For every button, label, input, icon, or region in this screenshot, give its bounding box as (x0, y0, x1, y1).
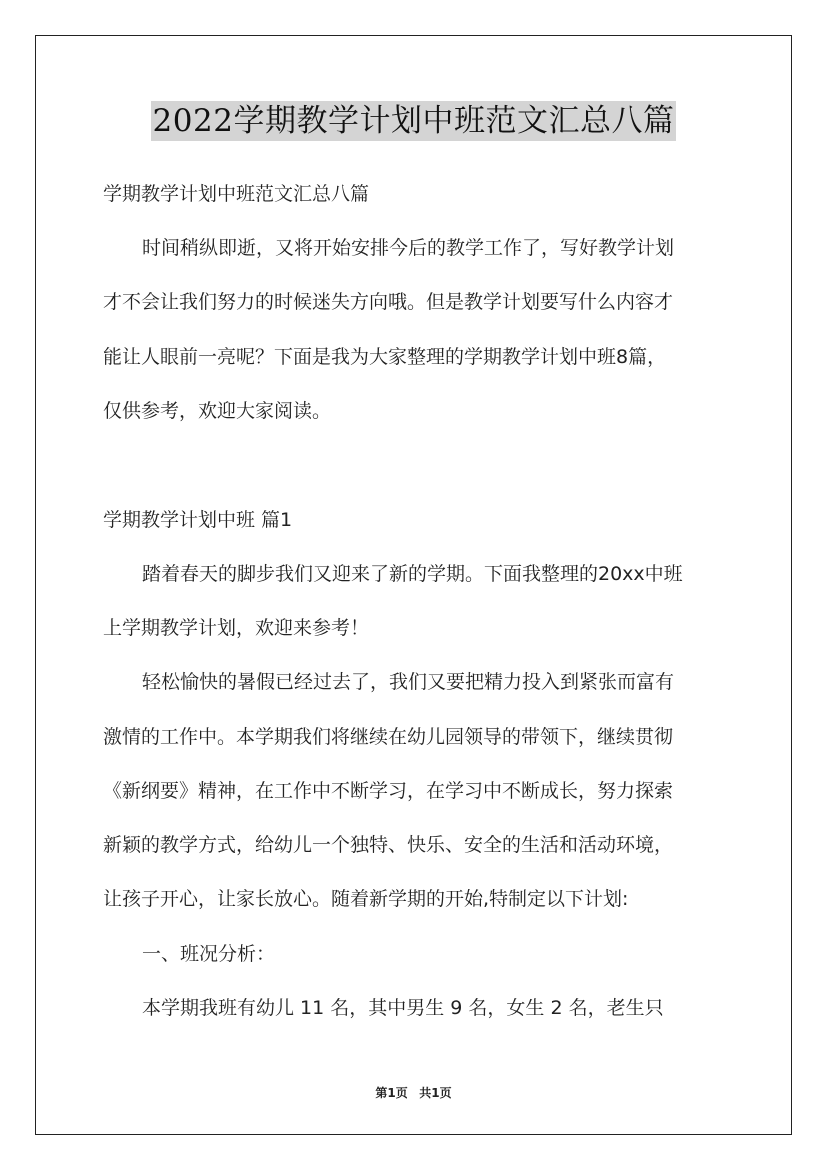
subtitle-line: 学期教学计划中班范文汇总八篇 (103, 183, 370, 205)
paragraph-line: 才不会让我们努力的时候迷失方向哦。但是教学计划要写什么内容才 (103, 291, 674, 313)
paragraph-line: 时间稍纵即逝，又将开始安排今后的教学工作了，写好教学计划 (142, 237, 675, 259)
section-heading: 学期教学计划中班 篇1 (103, 509, 293, 531)
page-total: 共1页 (419, 1086, 452, 1100)
paragraph-line: 《新纲要》精神，在工作中不断学习，在学习中不断成长，努力探索 (103, 780, 674, 802)
page-number: 第1页 (375, 1086, 408, 1100)
paragraph-line: 新颖的教学方式，给幼儿一个独特、快乐、安全的生活和活动环境， (103, 834, 674, 856)
paragraph-line: 让孩子开心，让家长放心。随着新学期的开始,特制定以下计划: (103, 888, 629, 910)
page-footer (0, 1084, 827, 1101)
title-container (0, 101, 827, 141)
paragraph-line: 能让人眼前一亮呢？下面是我为大家整理的学期教学计划中班8篇， (103, 346, 667, 368)
paragraph-line: 本学期我班有幼儿 11 名，其中男生 9 名，女生 2 名，老生只 (142, 997, 664, 1019)
paragraph-line: 激情的工作中。本学期我们将继续在幼儿园领导的带领下，继续贯彻 (103, 726, 674, 748)
paragraph-line: 踏着春天的脚步我们又迎来了新的学期。下面我整理的20xx中班 (142, 563, 683, 585)
document-title: 2022学期教学计划中班范文汇总八篇 (152, 103, 675, 139)
paragraph-line: 轻松愉快的暑假已经过去了，我们又要把精力投入到紧张而富有 (142, 671, 675, 693)
subsection-heading: 一、班况分析： (142, 943, 276, 965)
paragraph-line: 仅供参考，欢迎大家阅读。 (103, 400, 332, 422)
paragraph-line: 上学期教学计划，欢迎来参考！ (103, 617, 370, 639)
